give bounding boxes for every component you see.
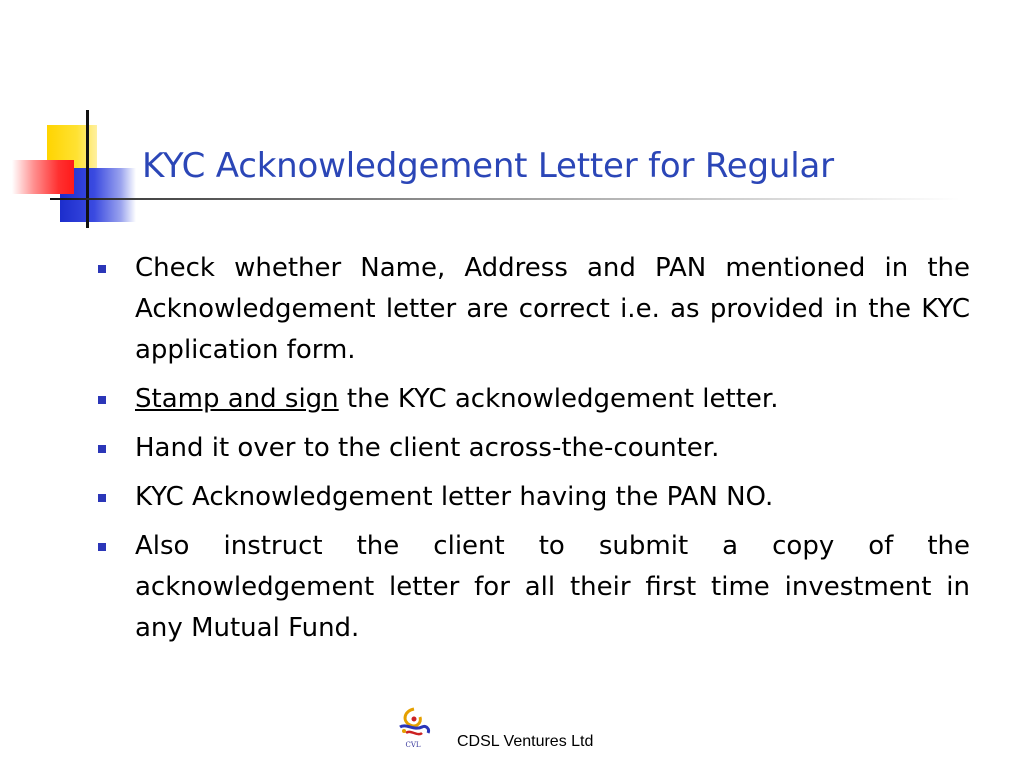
slide-title: KYC Acknowledgement Letter for Regular <box>142 146 834 186</box>
bullet-text: Check whether Name, Address and PAN mentioned in the Acknowledgement letter are correct i.e. as provided in the KYC application form. <box>135 253 970 365</box>
footer <box>0 705 1024 755</box>
decor-vertical-line <box>86 110 89 228</box>
bullet-item <box>96 477 970 518</box>
logo-text: CVL <box>405 741 421 749</box>
square-bullet-icon <box>98 494 106 502</box>
bullet-item <box>96 379 970 420</box>
bullet-underlined-text: Stamp and sign <box>135 384 339 414</box>
bullet-item <box>96 526 970 649</box>
square-bullet-icon <box>98 265 106 273</box>
bullet-text: the KYC acknowledgement letter. <box>338 384 779 414</box>
bullet-list <box>96 248 970 657</box>
title-underline-rule <box>50 198 960 200</box>
bullet-text: Also instruct the client to submit a copy of the acknowledgement letter for all their first time investment in any Mutual Fund. <box>135 531 970 643</box>
footer-company-name: CDSL Ventures Ltd <box>457 733 594 750</box>
bullet-item <box>96 428 970 469</box>
bullet-text: Hand it over to the client across-the-counter. <box>135 433 720 463</box>
decor-red-block <box>12 160 74 194</box>
square-bullet-icon <box>98 445 106 453</box>
bullet-item <box>96 248 970 371</box>
square-bullet-icon <box>98 543 106 551</box>
bullet-text: KYC Acknowledgement letter having the PAN NO. <box>135 482 774 512</box>
square-bullet-icon <box>98 396 106 404</box>
